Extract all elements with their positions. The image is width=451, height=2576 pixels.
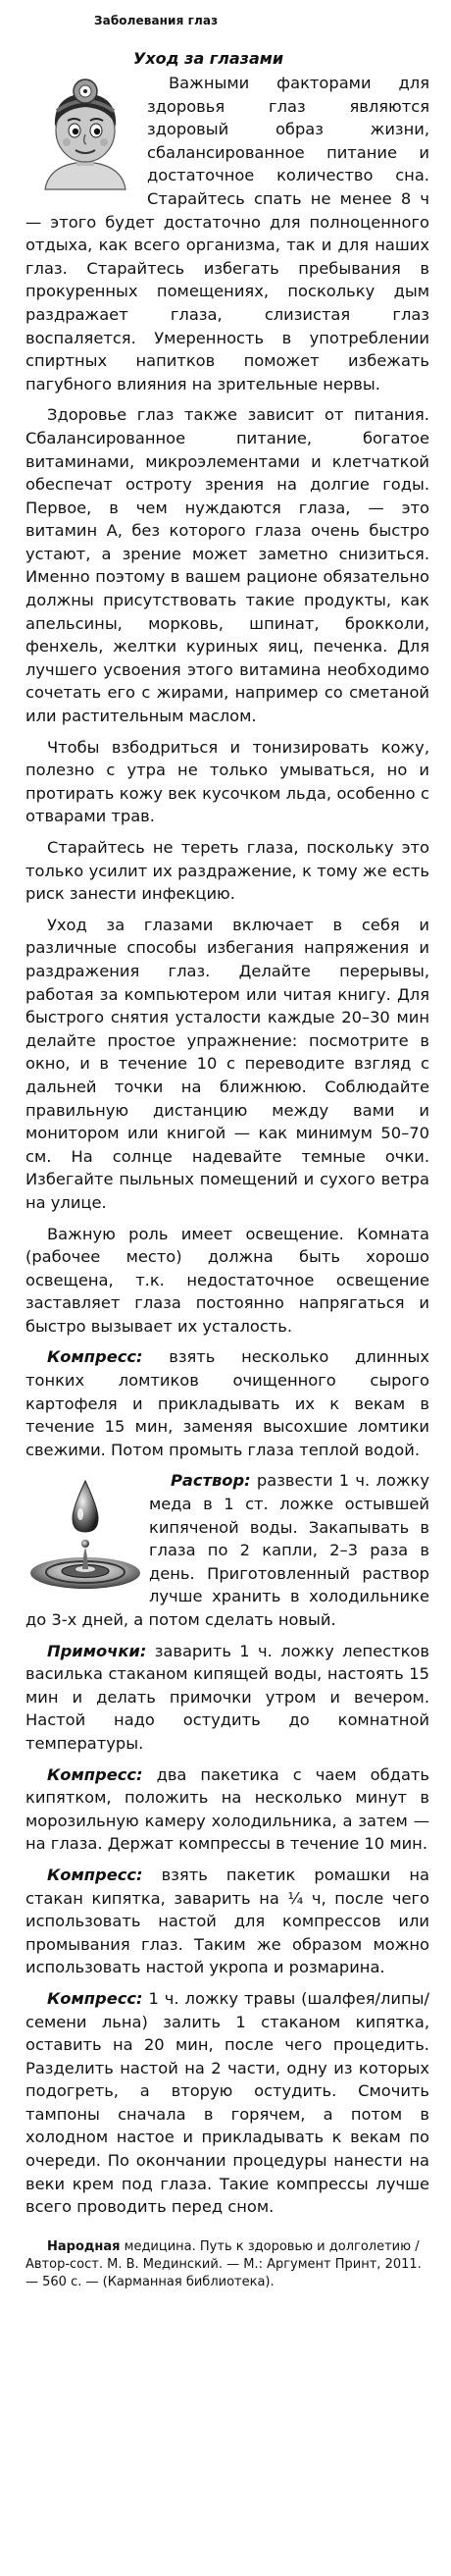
recipe-lead: Компресс: [47, 1865, 143, 1884]
source-citation [25, 2238, 429, 2291]
paragraph: Старайтесь не тереть глаза, поскольку это только усилит их раздражение, к тому же есть риск занести инфекцию. [25, 838, 429, 904]
recipe [25, 1640, 429, 1756]
paragraph: Здоровье глаз также зависит от питания. Сбалансированное питание, богатое витаминами, микроэлементами и клетчаткой обеспечат остроту зрения на долгие годы. Первое, в чем нуждаются глаза, — это витамин А, без которого глаза очень быстро устают, а зрение может заметно снизиться. Именно поэтому в вашем рационе обязательно должны присутствовать такие продукты, как апельсины, морковь, шпинат, брокколи, фенхель, желтки куриных яиц, печенка. Для лучшего усвоения этого витамина необходимо сочетать его с жирами, например со сметаной или растительным маслом. [25, 405, 429, 726]
article-body [25, 72, 429, 2219]
source-lead: Народная [47, 2238, 121, 2254]
recipe [25, 1345, 429, 1461]
doctor-avatar-icon [31, 74, 139, 191]
recipe [25, 1987, 429, 2219]
recipe [25, 1864, 429, 1979]
paragraph: Важными факторами для здоровья глаз являются здоровый образ жизни, сбалансированное питание и достаточное количество сна. Старайтесь спать не менее 8 ч — этого будет достаточно для полноценного отдыха, как всего организма, так и для наших глаз. Старайтесь избегать пребывания в прокуренных помещениях, поскольку дым раздражает глаза, слизистая глаз воспаляется. Умеренность в употреблении спиртных напитков поможет избежать пагубного влияния на зрительные нервы. [25, 74, 429, 394]
recipe-lead: Компресс: [47, 1764, 143, 1784]
section-header: Заболевания глаз [94, 14, 219, 27]
paragraph: Чтобы взбодриться и тонизировать кожу, полезно с утра не только умываться, но и протирать кожу век кусочком льда, особенно с отварами трав. [25, 737, 429, 826]
recipe-lead: Компресс: [47, 1347, 143, 1367]
recipe-text: взять несколько длинных тонких ломтиков очищенного сырого картофеля и прикладывать их к векам в течение 15 мин, заменяя высохшие ломтики свежими. Потом промыть глаза теплой водой. [25, 1347, 429, 1459]
article-title: Уход за глазами [133, 49, 284, 68]
recipe-lead: Раствор: [171, 1471, 251, 1491]
recipe-text: два пакетика с чаем обдать кипятком, положить на несколько минут в морозильную камеру холодильника, а затем — на глаза. Держат компрессы в течение 10 мин. [25, 1764, 429, 1854]
recipe-text: 1 ч. ложку травы (шалфея/липы/семени льна) залить 1 стаканом кипятка, оставить на 20 мин, после чего процедить. Разделить настой на 2 части, одну из которых подогреть, а вторую остудить. Смочить тампоны сначала в горячем, а потом в холодном настое и прикладывать к векам по очереди. По окончании процедуры нанести на веки крем под глаза. Такие компрессы лучше всего проводить перед сном. [25, 1988, 429, 2217]
source-text: медицина. Путь к здоровью и долголетию / Автор-сост. М. В. Мединский. — М.: Аргумент Принт, 2011. — 560 с. — (Карманная библиотека). [25, 2238, 422, 2289]
paragraph: Важную роль имеет освещение. Комната (рабочее место) должна быть хорошо освещена, т.к. недостаточное освещение заставляет глаза постоянно напрягаться и быстро вызывает их усталость. [25, 1224, 429, 1336]
recipe-lead: Компресс: [47, 1988, 143, 2008]
recipe-text: развести 1 ч. ложку меда в 1 ст. ложке остывшей кипяченой воды. Закапывать в глаза по 2 капли, 2–3 раза в день. Приготовленный раствор лучше хранить в холодильнике до 3-х дней, а потом сделать новый. [25, 1471, 429, 1629]
recipe-text: взять пакетик ромашки на стакан кипятка, заварить на ¼ ч, после чего использовать настой для компрессов или промывания глаз. Таким же образом можно использовать настой укропа и розмарина. [25, 1865, 429, 1977]
recipe [25, 1763, 429, 1856]
recipe-text: заварить 1 ч. ложку лепестков василька стаканом кипящей воды, настоять 15 мин и делать примочки утром и вечером. Настой надо остудить до комнатной температуры. [25, 1641, 429, 1753]
paragraph: Уход за глазами включает в себя и различные способы избегания напряжения и раздражения глаз. Делайте перерывы, работая за компьютером или читая книгу. Для быстрого снятия усталости каждые 20–30 мин делайте простое упражнение: посмотрите в окно, и в течение 10 с переводите взгляд с дальней точки на ближнюю. Соблюдайте правильную дистанцию между вами и монитором или книгой — как минимум 50–70 см. На солнце надевайте темные очки. Избегайте пыльных помещений и сухого ветра на улице. [25, 915, 429, 1212]
recipe-lead: Примочки: [47, 1641, 147, 1660]
water-drop-icon [27, 1475, 143, 1597]
